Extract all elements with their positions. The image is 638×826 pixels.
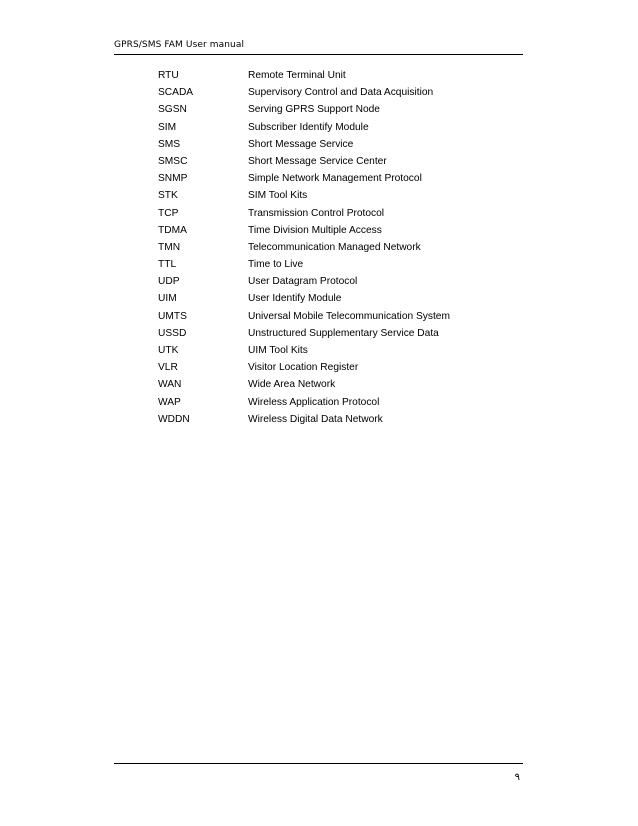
abbreviation-row [158,275,488,292]
abbreviation-row [158,121,488,138]
abbreviation-term: UTK [158,345,179,356]
abbreviation-row [158,310,488,327]
abbreviation-definition: Wireless Digital Data Network [248,413,383,425]
abbreviation-term: TCP [158,207,179,219]
abbreviation-term: SMS [158,138,181,150]
abbreviation-definition: Wide Area Network [248,379,336,391]
abbreviation-definition: Short Message Service Center [248,155,387,167]
abbreviation-row [158,224,488,241]
abbreviation-row [158,69,488,86]
abbreviation-definition: Supervisory Control and Data Acquisition [248,87,434,99]
abbreviation-term: WDDN [158,413,190,425]
abbreviation-definition: Time Division Multiple Access [248,224,382,236]
abbreviation-row [158,172,488,189]
abbreviation-definition: Universal Mobile Telecommunication System [248,310,450,322]
abbreviation-definition: Remote Terminal Unit [248,70,346,81]
abbreviation-row [158,207,488,224]
abbreviation-row [158,258,488,275]
abbreviation-row [158,292,488,309]
abbreviation-definition: Unstructured Supplementary Service Data [248,327,439,339]
page-number: ٩ [514,772,520,783]
abbreviation-definition: Time to Live [248,259,304,271]
abbreviation-term: SGSN [158,104,187,116]
abbreviation-term: SCADA [158,87,194,99]
abbreviation-definition: Subscriber Identify Module [248,121,369,133]
abbreviation-definition: User Datagram Protocol [248,276,358,288]
page-header [114,38,523,55]
abbreviation-term: TDMA [158,224,187,236]
abbreviation-definition: Wireless Application Protocol [248,396,380,408]
abbreviation-term: SMSC [158,155,188,167]
abbreviation-term: SIM [158,121,177,133]
abbreviation-term: TMN [158,241,181,253]
abbreviation-row [158,327,488,344]
abbreviation-term: USSD [158,327,187,339]
abbreviation-definition: UIM Tool Kits [248,345,308,356]
abbreviation-row [158,86,488,103]
abbreviation-definition: Telecommunication Managed Network [248,241,421,253]
abbreviation-definition: Serving GPRS Support Node [248,104,380,116]
abbreviation-definition: Transmission Control Protocol [248,207,385,219]
abbreviation-row [158,413,488,430]
document-title: GPRS/SMS FAM User manual [114,40,245,50]
abbreviation-term: WAP [158,396,181,408]
abbreviation-term: STK [158,190,178,202]
abbreviation-term: RTU [158,70,179,81]
abbreviation-row [158,103,488,120]
abbreviation-row [158,378,488,395]
abbreviation-definition: Short Message Service [248,138,354,150]
abbreviation-term: UMTS [158,310,187,322]
abbreviation-row [158,361,488,378]
abbreviation-row [158,189,488,206]
abbreviation-term: UDP [158,276,180,288]
abbreviation-table [158,69,488,430]
abbreviation-row [158,241,488,258]
page-footer [114,763,523,783]
abbreviation-definition: Visitor Location Register [248,362,359,374]
abbreviation-term: SNMP [158,173,188,185]
abbreviation-term: TTL [158,259,177,271]
abbreviation-definition: Simple Network Management Protocol [248,173,422,185]
abbreviation-term: WAN [158,379,182,391]
abbreviation-row [158,344,488,361]
abbreviation-row [158,155,488,172]
abbreviation-row [158,138,488,155]
abbreviation-term: UIM [158,293,177,305]
abbreviation-definition: SIM Tool Kits [248,190,308,202]
abbreviation-term: VLR [158,362,178,374]
abbreviation-row [158,396,488,413]
abbreviation-definition: User Identify Module [248,293,342,305]
